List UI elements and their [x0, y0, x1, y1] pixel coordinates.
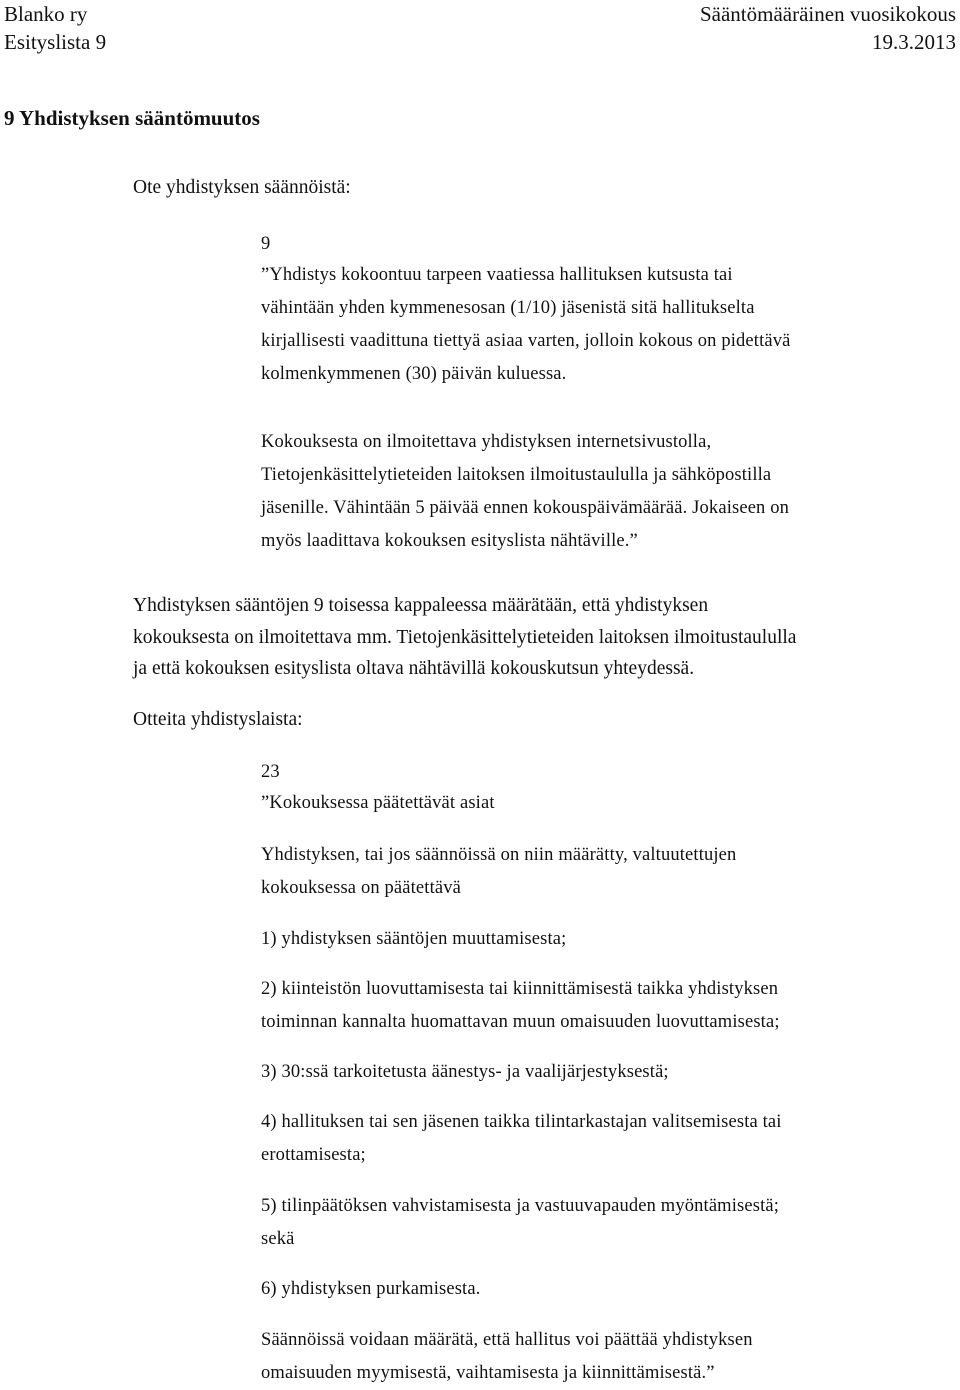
text-line: jäsenille. Vähintään 5 päivää ennen kokouspäivämäärää. Jokaiseen on [261, 498, 790, 518]
header-right [700, 0, 956, 56]
law-23-item-5 [261, 1190, 951, 1256]
text-line: omaisuuden myymisestä, vaihtamisesta ja kiinnittämisestä.” [261, 1363, 715, 1383]
header-left [4, 0, 106, 56]
text-line: Kokouksesta on ilmoitettava yhdistyksen internetsivustolla, [261, 432, 712, 452]
list-item-line: 2) kiinteistön luovuttamisesta tai kiinnittämisestä taikka yhdistyksen [261, 979, 779, 999]
header-meeting: Sääntömääräinen vuosikokous [699, 2, 956, 26]
header-org: Blanko ry [4, 2, 88, 26]
law-23-closing [261, 1324, 951, 1390]
text-line: kokouksesta on ilmoitettava mm. Tietojenkäsittelytieteiden laitoksen ilmoitustaululla [133, 626, 797, 648]
text-line: myös laadittava kokouksen esityslista nähtäville.” [261, 531, 638, 551]
rule-9-paragraph-2 [261, 426, 951, 558]
law-23-item-6 [261, 1273, 951, 1306]
rule-9-paragraph-1 [261, 259, 951, 391]
excerpt-intro: Ote yhdistyksen säännöistä: [133, 177, 351, 198]
list-item-line: 3) 30:ssä tarkoitetusta äänestys- ja vaalijärjestyksestä; [261, 1062, 669, 1082]
excerpts-intro: Otteita yhdistyslaista: [133, 709, 303, 730]
list-item-line: sekä [261, 1229, 295, 1249]
law-23-heading: ”Kokouksessa päätettävät asiat [261, 793, 495, 813]
statement-paragraph [133, 590, 953, 685]
law-23-intro [261, 839, 951, 905]
text-line: kokouksessa on päätettävä [261, 878, 461, 898]
text-line: kirjallisesti vaadittuna tiettyä asiaa varten, jolloin kokous on pidettävä [261, 331, 791, 351]
header-date: 19.3.2013 [872, 30, 956, 54]
text-line: vähintään yhden kymmenesosan (1/10) jäsenistä sitä hallitukselta [261, 298, 755, 318]
list-item-line: 5) tilinpäätöksen vahvistamisesta ja vastuuvapauden myöntämisestä; [261, 1196, 780, 1216]
list-item-line: toiminnan kannalta huomattavan muun omaisuuden luovuttamisesta; [261, 1012, 780, 1032]
list-item-line: erottamisesta; [261, 1145, 366, 1165]
text-line: kolmenkymmenen (30) päivän kuluessa. [261, 364, 567, 384]
text-line: Säännöissä voidaan määrätä, että hallitus voi päättää yhdistyksen [261, 1330, 753, 1350]
list-item-line: 6) yhdistyksen purkamisesta. [261, 1279, 481, 1299]
law-23-item-3 [261, 1056, 951, 1089]
rule-9-section-number: 9 [261, 234, 271, 254]
text-line: ”Yhdistys kokoontuu tarpeen vaatiessa hallituksen kutsusta tai [261, 265, 733, 285]
text-line: ja että kokouksen esityslista oltava nähtävillä kokouskutsun yhteydessä. [133, 658, 695, 679]
law-23-item-4 [261, 1106, 951, 1172]
law-23-item-2 [261, 973, 951, 1039]
text-line: Tietojenkäsittelytieteiden laitoksen ilmoitustaululla ja sähköpostilla [261, 465, 772, 485]
text-line: Yhdistyksen, tai jos säännöissä on niin määrätty, valtuutettujen [261, 845, 737, 865]
law-23-item-1 [261, 923, 951, 956]
text-line: Yhdistyksen sääntöjen 9 toisessa kappaleessa määrätään, että yhdistyksen [133, 595, 709, 616]
header-agenda-item: Esityslista 9 [4, 30, 107, 54]
list-item-line: 4) hallituksen tai sen jäsenen taikka tilintarkastajan valitsemisesta tai [261, 1112, 782, 1132]
page-title: 9 Yhdistyksen sääntömuutos [4, 106, 260, 130]
list-item-line: 1) yhdistyksen sääntöjen muuttamisesta; [261, 929, 567, 949]
law-23-section-number: 23 [261, 762, 280, 782]
